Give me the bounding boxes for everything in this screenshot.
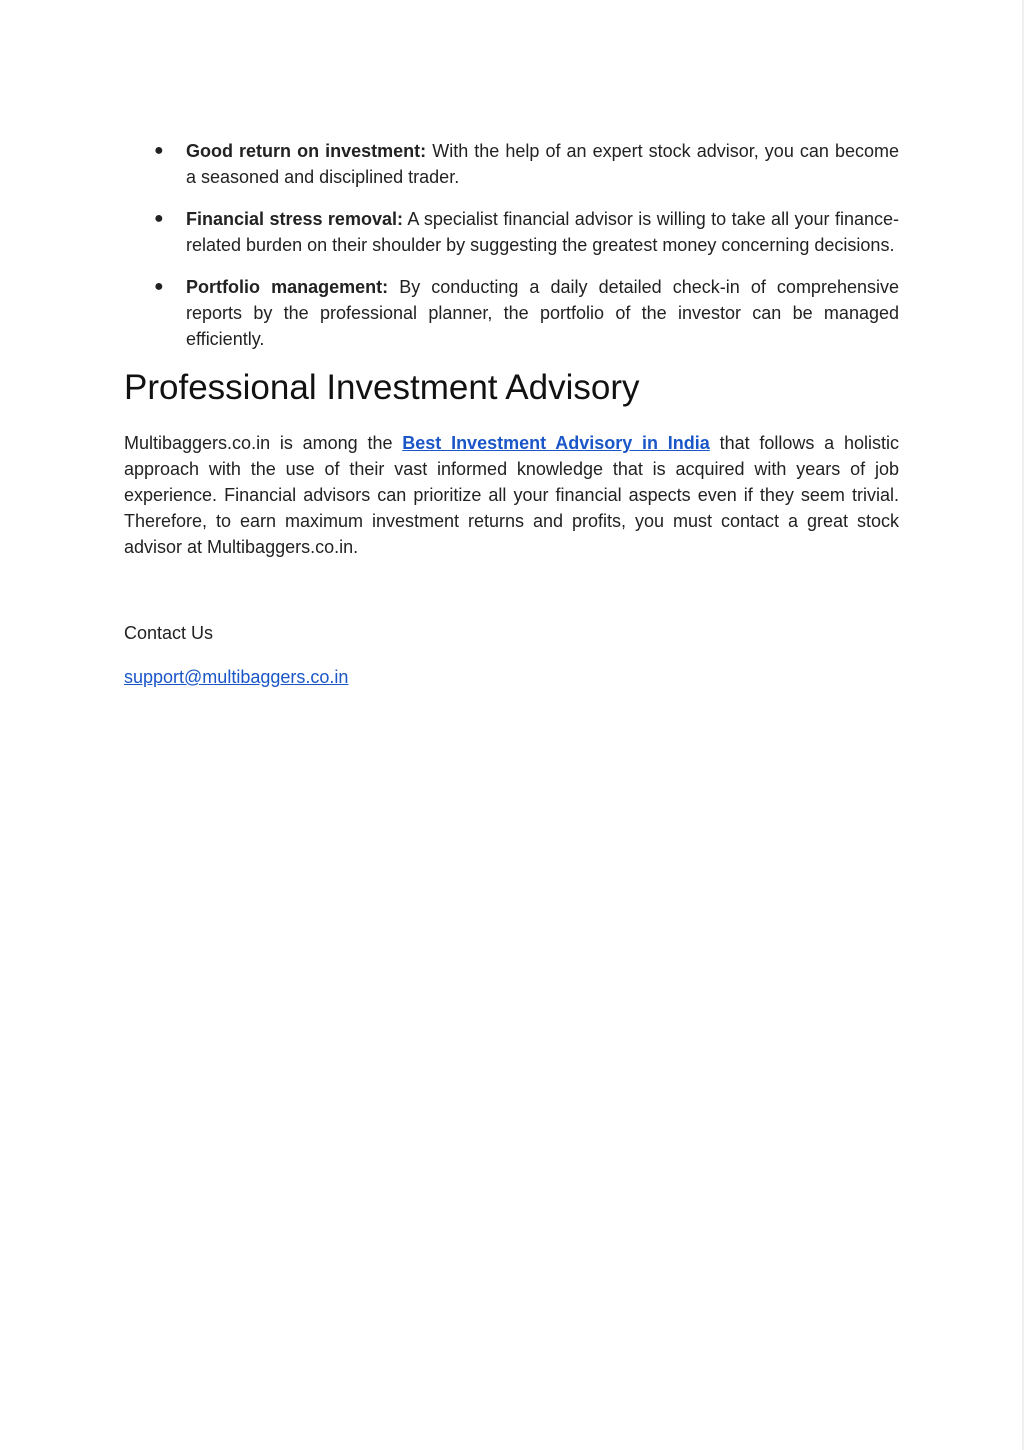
bullet-text: By conducting a daily detailed check-in of comprehensive reports by the professional planner, the portfolio of the investor can be managed efficiently. bbox=[186, 277, 899, 349]
best-investment-advisory-link[interactable]: Best Investment Advisory in India bbox=[402, 433, 710, 453]
list-item bbox=[124, 206, 899, 258]
advisory-paragraph bbox=[124, 430, 899, 560]
support-email-link[interactable]: support@multibaggers.co.in bbox=[124, 667, 349, 687]
bullet-icon: ● bbox=[154, 278, 164, 295]
list-item bbox=[124, 138, 899, 190]
page-content bbox=[124, 138, 899, 690]
bullet-text: With the help of an expert stock advisor, you can become a seasoned and disciplined trader. bbox=[186, 141, 899, 187]
paragraph-text-start: Multibaggers.co.in is among the bbox=[124, 433, 403, 453]
bullet-icon: ● bbox=[154, 142, 164, 159]
bullet-title: Portfolio management: bbox=[186, 277, 389, 297]
section-heading: Professional Investment Advisory bbox=[124, 368, 640, 407]
paragraph-text-end: that follows a holistic approach with the use of their vast informed knowledge that is acquired with years of job experience. Financial advisors can prioritize all your financial aspects even if they seem trivial. Therefore, to earn maximum investment returns and profits, you must contact a great stock advisor at Multibaggers.co.in. bbox=[124, 433, 899, 557]
benefits-list bbox=[124, 138, 899, 352]
bullet-text: A specialist financial advisor is willing to take all your finance-related burden on their shoulder by suggesting the greatest money concerning decisions. bbox=[186, 209, 899, 255]
list-item bbox=[124, 274, 899, 352]
bullet-title: Good return on investment: bbox=[186, 141, 427, 161]
bullet-icon: ● bbox=[154, 210, 164, 227]
bullet-title: Financial stress removal: bbox=[186, 209, 403, 229]
contact-heading: Contact Us bbox=[124, 623, 214, 643]
